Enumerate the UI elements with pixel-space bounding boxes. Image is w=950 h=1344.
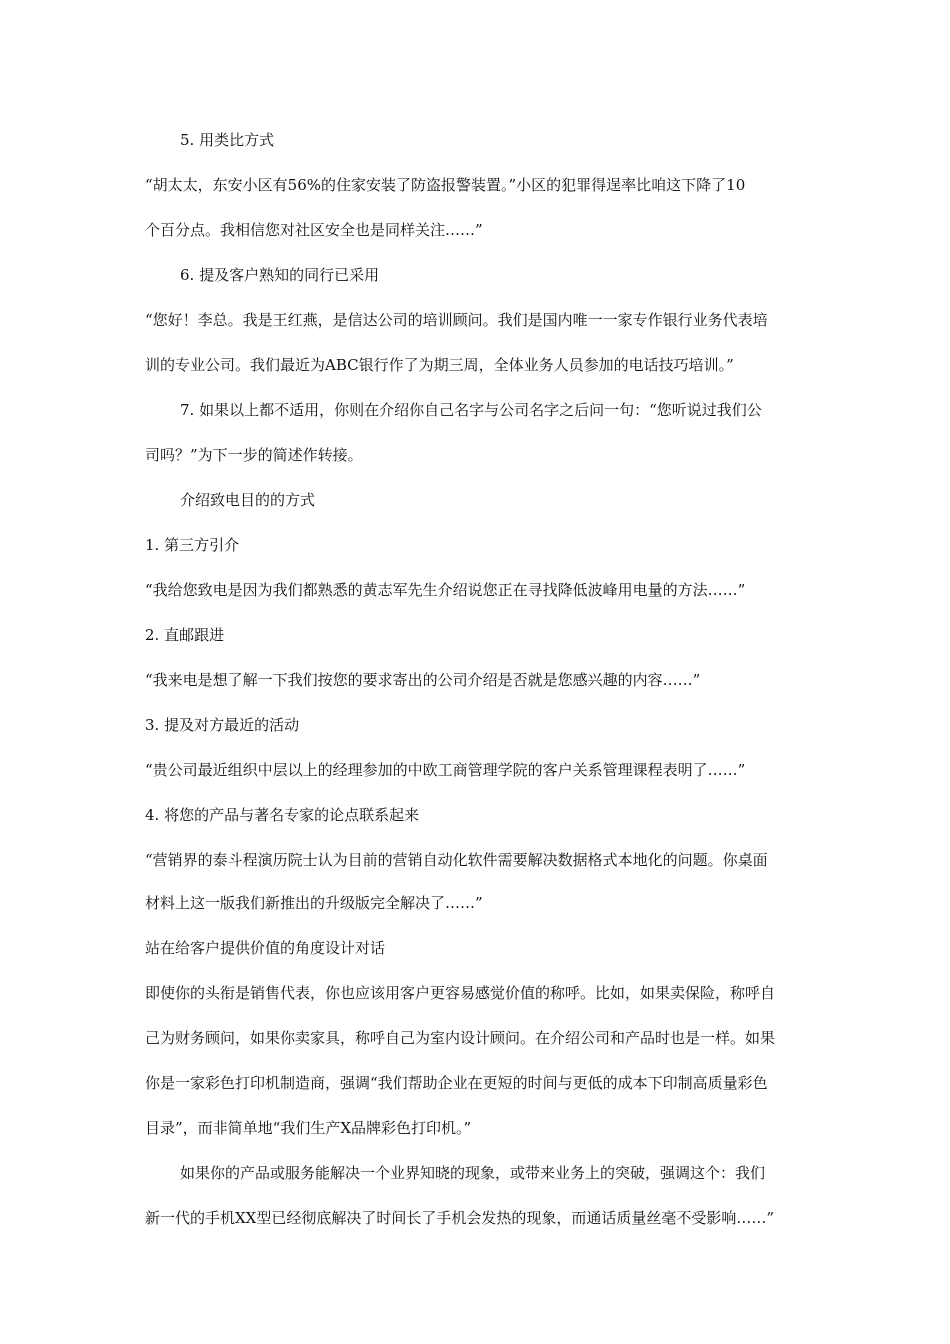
paragraph-line: 司吗？”为下一步的简述作转接。	[145, 446, 363, 464]
item-heading-1: 1. 第三方引介	[145, 536, 240, 554]
paragraph-line: “您好！李总。我是王红燕，是信达公司的培训顾问。我们是国内唯一一家专作银行业务代表培	[145, 311, 768, 329]
item-heading-5: 5. 用类比方式	[180, 131, 275, 149]
paragraph-line: 目录”，而非简单地“我们生产X品牌彩色打印机。”	[145, 1119, 472, 1137]
paragraph-line: 己为财务顾问，如果你卖家具，称呼自己为室内设计顾问。在介绍公司和产品时也是一样。如果	[145, 1029, 776, 1047]
paragraph-line: “胡太太，东安小区有56%的住家安装了防盗报警装置。”小区的犯罪得逞率比咱这下降了10	[145, 176, 746, 194]
item-heading-4: 4. 将您的产品与著名专家的论点联系起来	[145, 806, 420, 824]
paragraph-line: 即使你的头衔是销售代表，你也应该用客户更容易感觉价值的称呼。比如，如果卖保险，称呼自	[145, 984, 776, 1002]
paragraph-line: “营销界的泰斗程演历院士认为目前的营销自动化软件需要解决数据格式本地化的问题。你桌面	[145, 851, 768, 869]
item-heading-7: 7. 如果以上都不适用，你则在介绍你自己名字与公司名字之后问一句：“您听说过我们公	[180, 401, 762, 419]
paragraph-line: 如果你的产品或服务能解决一个业界知晓的现象，或带来业务上的突破，强调这个：我们	[180, 1164, 766, 1182]
paragraph-line: 你是一家彩色打印机制造商，强调“我们帮助企业在更短的时间与更低的成本下印制高质量彩色	[145, 1074, 768, 1092]
item-heading-6: 6. 提及客户熟知的同行已采用	[180, 266, 380, 284]
paragraph-line: 材料上这一版我们新推出的升级版完全解决了……”	[145, 894, 483, 912]
section-heading: 站在给客户提供价值的角度设计对话	[145, 939, 386, 957]
paragraph-line: 训的专业公司。我们最近为ABC银行作了为期三周，全体业务人员参加的电话技巧培训。”	[145, 356, 734, 374]
item-heading-2: 2. 直邮跟进	[145, 626, 225, 644]
paragraph-line: “贵公司最近组织中层以上的经理参加的中欧工商管理学院的客户关系管理课程表明了……”	[145, 761, 746, 779]
item-heading-3: 3. 提及对方最近的活动	[145, 716, 300, 734]
section-heading: 介绍致电目的的方式	[180, 491, 316, 509]
paragraph-line: 新一代的手机XX型已经彻底解决了时间长了手机会发热的现象，而通话质量丝毫不受影响……”	[145, 1209, 775, 1227]
paragraph-line: “我给您致电是因为我们都熟悉的黄志军先生介绍说您正在寻找降低波峰用电量的方法……”	[145, 581, 746, 599]
paragraph-line: 个百分点。我相信您对社区安全也是同样关注……”	[145, 221, 483, 239]
paragraph-line: “我来电是想了解一下我们按您的要求寄出的公司介绍是否就是您感兴趣的内容……”	[145, 671, 701, 689]
